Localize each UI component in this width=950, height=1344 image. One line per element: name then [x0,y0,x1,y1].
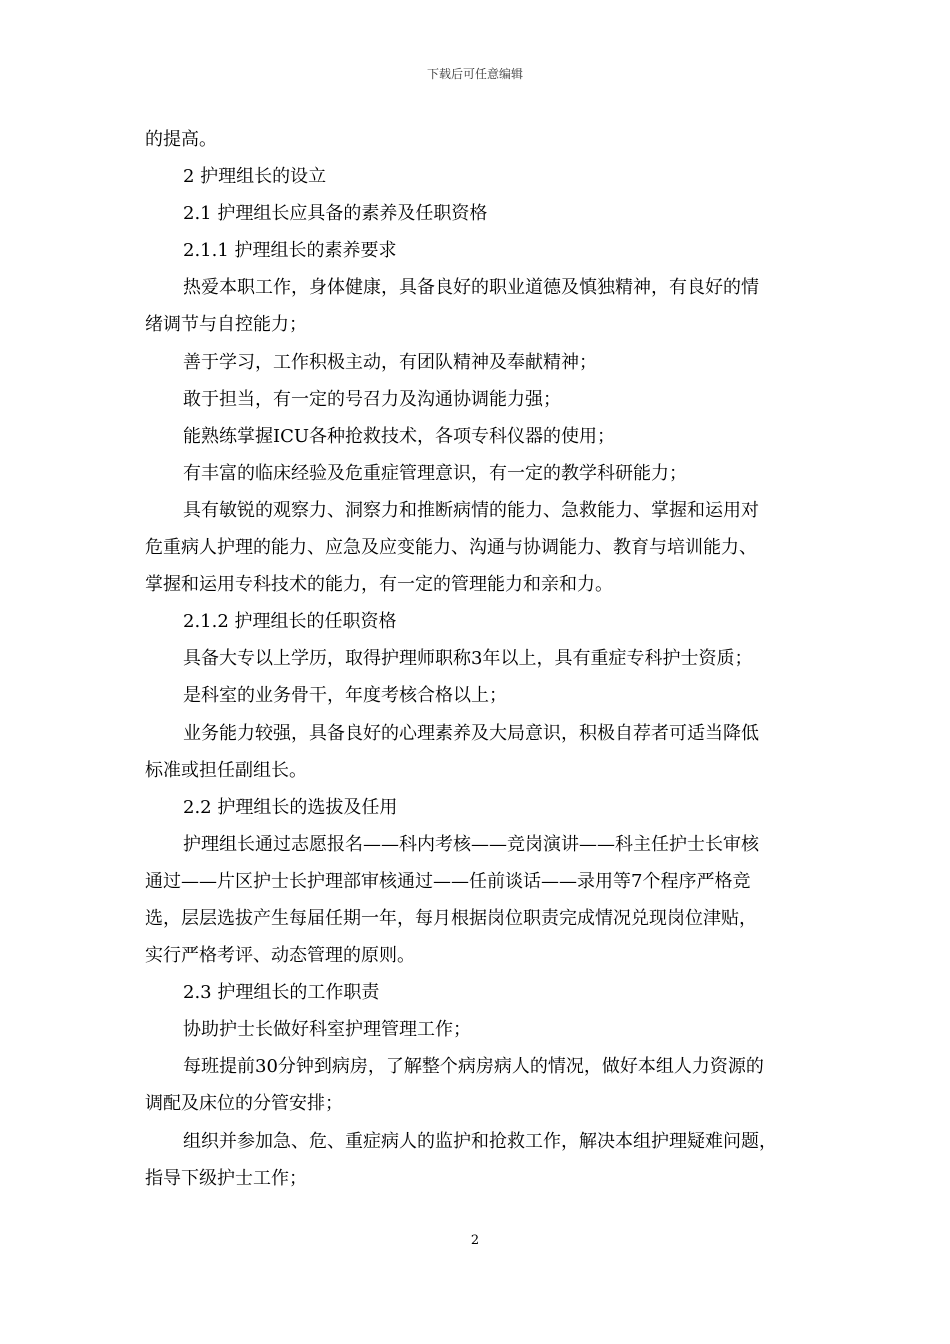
subsection-heading: 2.1.2 护理组长的任职资格 [183,611,397,633]
text-line: 业务能力较强，具备良好的心理素养及大局意识，积极自荐者可适当降低 [183,722,759,744]
text-line: 调配及床位的分管安排； [145,1093,343,1115]
text-line: 掌握和运用专科技术的能力，有一定的管理能力和亲和力。 [145,574,613,596]
text-line: 指导下级护士工作； [145,1167,307,1189]
text-line: 选，层层选拔产生每届任期一年，每月根据岗位职责完成情况兑现岗位津贴， [145,907,757,929]
text-line: 危重病人护理的能力、应急及应变能力、沟通与协调能力、教育与培训能力、 [145,537,757,559]
text-line: 标准或担任副组长。 [145,759,307,781]
text-line: 的提高。 [145,129,217,150]
page-header: 下载后可任意编辑 [426,67,523,81]
subsection-heading: 2.2 护理组长的选拔及任用 [183,796,398,818]
text-line: 具备大专以上学历，取得护理师职称3年以上，具有重症专科护士资质； [183,648,753,670]
text-line: 协助护士长做好科室护理管理工作； [183,1019,471,1041]
text-line: 具有敏锐的观察力、洞察力和推断病情的能力、急救能力、掌握和运用对 [183,499,759,521]
section-heading: 2 护理组长的设立 [183,166,327,188]
subsection-heading: 2.3 护理组长的工作职责 [183,982,380,1004]
document-body [145,121,810,1197]
text-line: 组织并参加急、危、重症病人的监护和抢救工作，解决本组护理疑难问题， [183,1130,777,1152]
text-line: 是科室的业务骨干，年度考核合格以上； [183,685,507,707]
subsection-heading: 2.1 护理组长应具备的素养及任职资格 [183,203,488,225]
subsection-heading: 2.1.1 护理组长的素养要求 [183,240,397,262]
text-line: 实行严格考评、动态管理的原则。 [145,945,415,967]
text-line: 护理组长通过志愿报名——科内考核——竞岗演讲——科主任护士长审核 [183,833,759,855]
text-line: 通过——片区护士长护理部审核通过——任前谈话——录用等7个程序严格竞 [145,870,751,892]
text-line: 热爱本职工作，身体健康，具备良好的职业道德及慎独精神，有良好的情 [183,277,759,299]
text-line: 敢于担当，有一定的号召力及沟通协调能力强； [183,388,561,410]
text-line: 能熟练掌握ICU各种抢救技术，各项专科仪器的使用； [183,425,616,447]
page-number: 2 [470,1233,480,1248]
text-line: 绪调节与自控能力； [145,314,307,336]
text-line: 每班提前30分钟到病房，了解整个病房病人的情况，做好本组人力资源的 [183,1056,764,1078]
text-line: 有丰富的临床经验及危重症管理意识，有一定的教学科研能力； [183,462,687,484]
text-line: 善于学习，工作积极主动，有团队精神及奉献精神； [183,351,597,373]
